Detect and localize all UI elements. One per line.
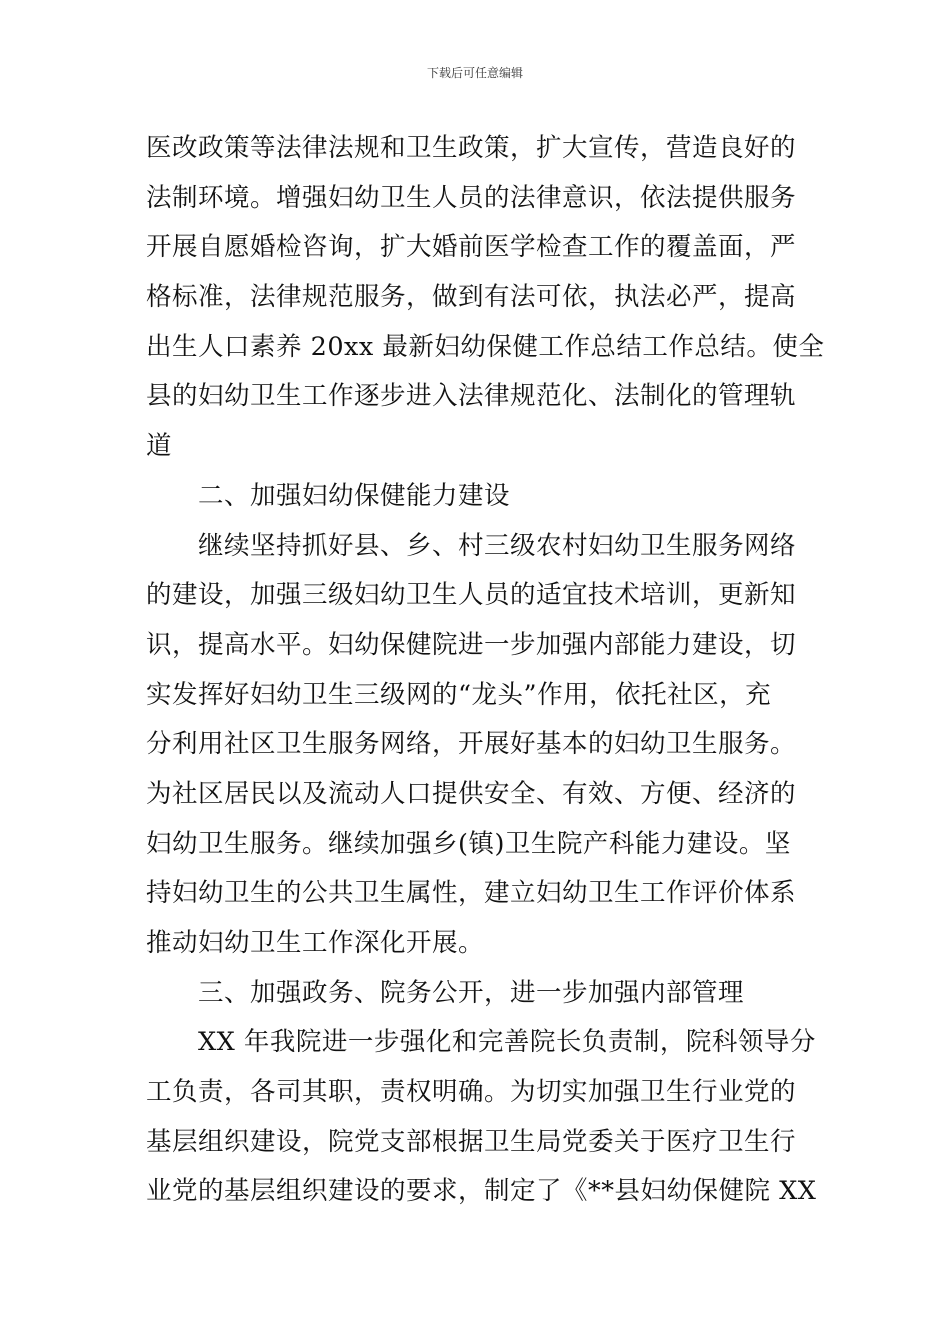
text-line: 出生人口素养 20xx 最新妇幼保健工作总结工作总结。使全 <box>146 331 825 362</box>
page-header: 下载后可任意编辑 <box>426 66 523 80</box>
text-line: 推动妇幼卫生工作深化开展。 <box>146 928 485 958</box>
text-line: 法制环境。增强妇幼卫生人员的法律意识，依法提供服务 <box>146 182 797 213</box>
section-heading: 三、加强政务、院务公开，进一步加强内部管理 <box>198 977 745 1008</box>
text-line: 持妇幼卫生的公共卫生属性，建立妇幼卫生工作评价体系 <box>146 878 797 909</box>
text-line: 开展自愿婚检咨询，扩大婚前医学检查工作的覆盖面，严 <box>146 232 797 263</box>
text-line: 妇幼卫生服务。继续加强乡(镇)卫生院产科能力建设。坚 <box>146 828 791 859</box>
text-line: 工负责，各司其职，责权明确。为切实加强卫生行业党的 <box>146 1077 797 1108</box>
text-line: 的建设，加强三级妇幼卫生人员的适宜技术培训，更新知 <box>146 580 797 611</box>
text-line: 分利用社区卫生服务网络，开展好基本的妇幼卫生服务。 <box>146 729 797 760</box>
text-line: 实发挥好妇幼卫生三级网的“龙头”作用，依托社区，充 <box>146 679 772 710</box>
section-heading: 二、加强妇幼保健能力建设 <box>198 480 511 511</box>
text-line: 识，提高水平。妇幼保健院进一步加强内部能力建设，切 <box>146 629 797 660</box>
text-line: 为社区居民以及流动人口提供安全、有效、方便、经济的 <box>146 778 797 809</box>
text-line: 医改政策等法律法规和卫生政策，扩大宣传，营造良好的 <box>146 133 797 163</box>
text-line: 业党的基层组织建设的要求，制定了《**县妇幼保健院 XX <box>146 1176 817 1207</box>
paragraph-first-line: 继续坚持抓好县、乡、村三级农村妇幼卫生服务网络 <box>198 530 797 561</box>
text-line: 县的妇幼卫生工作逐步进入法律规范化、法制化的管理轨 <box>146 381 797 412</box>
text-line: 基层组织建设，院党支部根据卫生局党委关于医疗卫生行 <box>146 1126 797 1157</box>
text-line: 格标准，法律规范服务，做到有法可依，执法必严，提高 <box>146 282 797 313</box>
document-body <box>146 124 825 1217</box>
text-line: 道 <box>146 431 173 462</box>
paragraph-first-line: XX 年我院进一步强化和完善院长负责制，院科领导分 <box>198 1027 816 1058</box>
